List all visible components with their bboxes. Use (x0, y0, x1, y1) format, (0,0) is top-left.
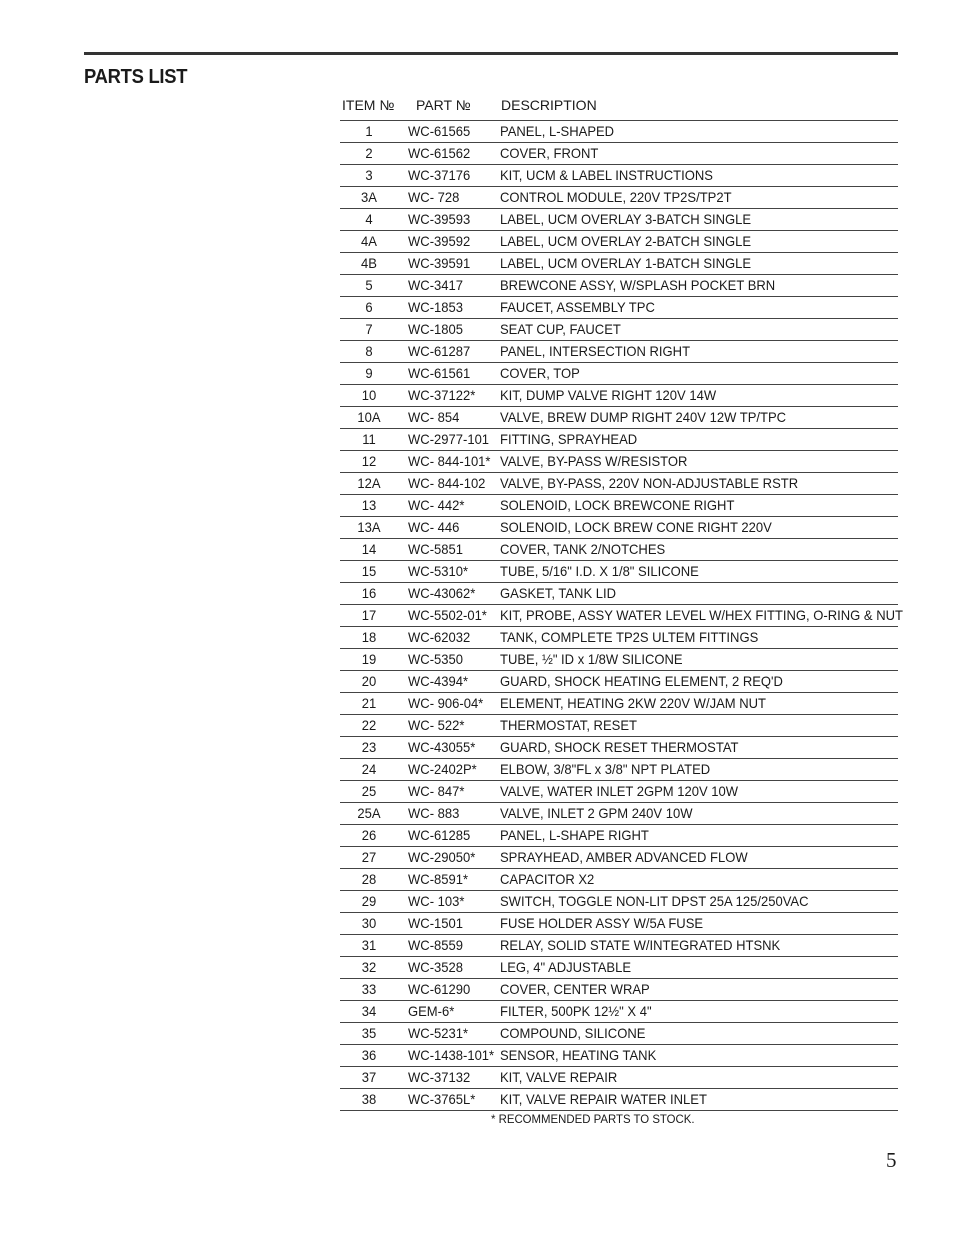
description-cell: COVER, TOP (500, 365, 580, 381)
description-cell: KIT, VALVE REPAIR WATER INLET (500, 1091, 707, 1107)
part-number-cell: WC-37122* (408, 387, 476, 403)
description-cell: TUBE, ½" ID x 1/8W SILICONE (500, 651, 683, 667)
table-row (340, 165, 898, 187)
part-number-cell: WC-37176 (408, 167, 471, 183)
part-number-cell: WC-5350 (408, 651, 464, 667)
part-number-cell: WC-8591* (408, 871, 469, 887)
description-cell: VALVE, INLET 2 GPM 240V 10W (500, 805, 693, 821)
part-number-cell: WC- 906-04* (408, 695, 484, 711)
table-row (340, 913, 898, 935)
item-number-cell: 37 (361, 1069, 377, 1085)
item-number-cell: 18 (361, 629, 377, 645)
table-row (340, 671, 898, 693)
item-number-cell: 24 (361, 761, 377, 777)
table-row (340, 825, 898, 847)
description-cell: PANEL, L-SHAPE RIGHT (500, 827, 649, 843)
part-number-cell: WC-1805 (408, 321, 464, 337)
description-cell: FAUCET, ASSEMBLY TPC (500, 299, 655, 315)
table-row (340, 1001, 898, 1023)
description-cell: COVER, TANK 2/NOTCHES (500, 541, 666, 557)
table-row (340, 891, 898, 913)
table-row (340, 363, 898, 385)
table-row (340, 649, 898, 671)
description-cell: VALVE, BY-PASS W/RESISTOR (500, 453, 688, 469)
part-number-cell: WC-39591 (408, 255, 471, 271)
description-cell: LEG, 4" ADJUSTABLE (500, 959, 632, 975)
item-number-cell: 19 (361, 651, 377, 667)
item-number-cell: 9 (365, 365, 373, 381)
item-number-cell: 29 (361, 893, 377, 909)
description-cell: SOLENOID, LOCK BREWCONE RIGHT (500, 497, 735, 513)
part-number-cell: WC-61562 (408, 145, 471, 161)
table-header (340, 96, 898, 121)
description-cell: SWITCH, TOGGLE NON-LIT DPST 25A 125/250VAC (500, 893, 809, 909)
item-number-cell: 21 (361, 695, 377, 711)
part-number-cell: WC-37132 (408, 1069, 471, 1085)
description-cell: KIT, PROBE, ASSY WATER LEVEL W/HEX FITTING, O-RING & NUT (500, 607, 903, 623)
part-number-cell: WC-43055* (408, 739, 476, 755)
item-number-cell: 22 (361, 717, 377, 733)
part-number-cell: WC-8559 (408, 937, 464, 953)
table-row (340, 187, 898, 209)
table-row (340, 275, 898, 297)
item-number-cell: 17 (361, 607, 377, 623)
table-body (340, 121, 903, 1111)
description-cell: LABEL, UCM OVERLAY 2-BATCH SINGLE (500, 233, 752, 249)
item-number-cell: 25 (361, 783, 377, 799)
table-row (340, 561, 898, 583)
description-cell: SOLENOID, LOCK BREW CONE RIGHT 220V (500, 519, 772, 535)
description-cell: LABEL, UCM OVERLAY 3-BATCH SINGLE (500, 211, 752, 227)
part-number-cell: WC-39592 (408, 233, 471, 249)
item-number-cell: 28 (361, 871, 377, 887)
item-number-cell: 6 (365, 299, 373, 315)
part-number-cell: WC-3765L* (408, 1091, 476, 1107)
table-row (340, 341, 898, 363)
description-cell: COVER, CENTER WRAP (500, 981, 650, 997)
description-cell: RELAY, SOLID STATE W/INTEGRATED HTSNK (500, 937, 781, 953)
description-cell: CONTROL MODULE, 220V TP2S/TP2T (500, 189, 732, 205)
item-number-cell: 3 (365, 167, 373, 183)
table-row (340, 737, 898, 759)
part-number-cell: WC-5231* (408, 1025, 469, 1041)
item-number-cell: 10 (361, 387, 377, 403)
description-cell: KIT, DUMP VALVE RIGHT 120V 14W (500, 387, 717, 403)
part-number-cell: WC- 883 (408, 805, 460, 821)
table-row (340, 319, 898, 341)
item-number-cell: 35 (361, 1025, 377, 1041)
table-row (340, 121, 898, 143)
header-description: DESCRIPTION (501, 97, 597, 113)
part-number-cell: WC- 442* (408, 497, 465, 513)
item-number-cell: 30 (361, 915, 377, 931)
table-row (340, 473, 898, 495)
part-number-cell: WC-61290 (408, 981, 471, 997)
part-number-cell: WC- 844-101* (408, 453, 491, 469)
table-row (340, 385, 898, 407)
part-number-cell: WC-61287 (408, 343, 471, 359)
description-cell: SPRAYHEAD, AMBER ADVANCED FLOW (500, 849, 748, 865)
part-number-cell: WC-1501 (408, 915, 464, 931)
parts-table (340, 96, 903, 1111)
table-row (340, 143, 898, 165)
item-number-cell: 8 (365, 343, 373, 359)
description-cell: PANEL, INTERSECTION RIGHT (500, 343, 691, 359)
item-number-cell: 33 (361, 981, 377, 997)
part-number-cell: WC-43062* (408, 585, 476, 601)
table-row (340, 583, 898, 605)
table-row (340, 231, 898, 253)
table-row (340, 869, 898, 891)
item-number-cell: 14 (361, 541, 377, 557)
part-number-cell: WC-2402P* (408, 761, 477, 777)
part-number-cell: WC-39593 (408, 211, 471, 227)
item-number-cell: 13A (357, 519, 381, 535)
page-title: PARTS LIST (84, 66, 188, 88)
footnote: * RECOMMENDED PARTS TO STOCK. (491, 1112, 695, 1126)
description-cell: ELBOW, 3/8"FL x 3/8" NPT PLATED (500, 761, 711, 777)
table-row (340, 1045, 898, 1067)
description-cell: GUARD, SHOCK HEATING ELEMENT, 2 REQ'D (500, 673, 783, 689)
part-number-cell: WC-1853 (408, 299, 464, 315)
item-number-cell: 2 (365, 145, 373, 161)
part-number-cell: WC-1438-101* (408, 1047, 495, 1063)
item-number-cell: 4 (365, 211, 373, 227)
item-number-cell: 34 (361, 1003, 377, 1019)
item-number-cell: 12A (357, 475, 381, 491)
table-row (340, 781, 898, 803)
table-row (340, 693, 898, 715)
description-cell: FUSE HOLDER ASSY W/5A FUSE (500, 915, 704, 931)
part-number-cell: GEM-6* (408, 1003, 455, 1019)
table-row (340, 759, 898, 781)
description-cell: FITTING, SPRAYHEAD (500, 431, 638, 447)
description-cell: TANK, COMPLETE TP2S ULTEM FITTINGS (500, 629, 759, 645)
item-number-cell: 25A (357, 805, 381, 821)
table-row (340, 1023, 898, 1045)
table-row (340, 451, 898, 473)
description-cell: PANEL, L-SHAPED (500, 123, 615, 139)
part-number-cell: WC-5502-01* (408, 607, 487, 623)
description-cell: COVER, FRONT (500, 145, 599, 161)
table-row (340, 407, 898, 429)
item-number-cell: 3A (361, 189, 377, 205)
item-number-cell: 23 (361, 739, 377, 755)
part-number-cell: WC- 103* (408, 893, 465, 909)
item-number-cell: 27 (361, 849, 377, 865)
table-row (340, 429, 898, 451)
table-row (340, 1089, 898, 1111)
item-number-cell: 11 (362, 431, 376, 447)
item-number-cell: 26 (361, 827, 377, 843)
part-number-cell: WC- 844-102 (408, 475, 486, 491)
description-cell: VALVE, WATER INLET 2GPM 120V 10W (500, 783, 739, 799)
part-number-cell: WC-62032 (408, 629, 471, 645)
description-cell: TUBE, 5/16" I.D. X 1/8" SILICONE (500, 563, 699, 579)
description-cell: FILTER, 500PK 12½" X 4" (500, 1003, 652, 1019)
part-number-cell: WC-5851 (408, 541, 464, 557)
table-row (340, 847, 898, 869)
item-number-cell: 20 (361, 673, 377, 689)
page-number: 5 (886, 1148, 897, 1172)
table-row (340, 209, 898, 231)
description-cell: VALVE, BY-PASS, 220V NON-ADJUSTABLE RSTR (500, 475, 799, 491)
table-row (340, 1067, 898, 1089)
item-number-cell: 10A (357, 409, 381, 425)
description-cell: KIT, VALVE REPAIR (500, 1069, 618, 1085)
description-cell: VALVE, BREW DUMP RIGHT 240V 12W TP/TPC (500, 409, 787, 425)
description-cell: ELEMENT, HEATING 2KW 220V W/JAM NUT (500, 695, 766, 711)
item-number-cell: 7 (365, 321, 373, 337)
part-number-cell: WC- 728 (408, 189, 460, 205)
item-number-cell: 15 (361, 563, 377, 579)
item-number-cell: 16 (361, 585, 377, 601)
item-number-cell: 31 (361, 937, 377, 953)
table-row (340, 803, 898, 825)
part-number-cell: WC-3528 (408, 959, 464, 975)
table-row (340, 297, 898, 319)
item-number-cell: 36 (361, 1047, 377, 1063)
table-row (340, 605, 903, 627)
description-cell: THERMOSTAT, RESET (500, 717, 637, 733)
part-number-cell: WC-2977-101 (408, 431, 490, 447)
item-number-cell: 1 (365, 123, 373, 139)
description-cell: SEAT CUP, FAUCET (500, 321, 621, 337)
part-number-cell: WC-3417 (408, 277, 464, 293)
table-row (340, 957, 898, 979)
description-cell: BREWCONE ASSY, W/SPLASH POCKET BRN (500, 277, 776, 293)
table-row (340, 495, 898, 517)
top-rule (84, 52, 898, 55)
description-cell: LABEL, UCM OVERLAY 1-BATCH SINGLE (500, 255, 752, 271)
description-cell: CAPACITOR X2 (500, 871, 595, 887)
item-number-cell: 4A (361, 233, 377, 249)
table-row (340, 935, 898, 957)
item-number-cell: 12 (361, 453, 377, 469)
item-number-cell: 4B (361, 255, 377, 271)
table-row (340, 627, 898, 649)
description-cell: KIT, UCM & LABEL INSTRUCTIONS (500, 167, 713, 183)
part-number-cell: WC-61565 (408, 123, 471, 139)
table-row (340, 979, 898, 1001)
part-number-cell: WC-5310* (408, 563, 469, 579)
description-cell: GASKET, TANK LID (500, 585, 617, 601)
item-number-cell: 13 (361, 497, 377, 513)
part-number-cell: WC- 446 (408, 519, 460, 535)
header-item-number: ITEM № (342, 97, 395, 113)
part-number-cell: WC-61285 (408, 827, 471, 843)
item-number-cell: 38 (361, 1091, 377, 1107)
table-row (340, 253, 898, 275)
part-number-cell: WC-29050* (408, 849, 476, 865)
table-row (340, 539, 898, 561)
header-part-number: PART № (416, 97, 471, 113)
description-cell: SENSOR, HEATING TANK (500, 1047, 657, 1063)
part-number-cell: WC- 854 (408, 409, 460, 425)
part-number-cell: WC-61561 (408, 365, 471, 381)
table-row (340, 517, 898, 539)
part-number-cell: WC- 847* (408, 783, 465, 799)
table-row (340, 715, 898, 737)
item-number-cell: 5 (365, 277, 373, 293)
part-number-cell: WC-4394* (408, 673, 469, 689)
part-number-cell: WC- 522* (408, 717, 465, 733)
description-cell: GUARD, SHOCK RESET THERMOSTAT (500, 739, 739, 755)
description-cell: COMPOUND, SILICONE (500, 1025, 646, 1041)
item-number-cell: 32 (361, 959, 377, 975)
